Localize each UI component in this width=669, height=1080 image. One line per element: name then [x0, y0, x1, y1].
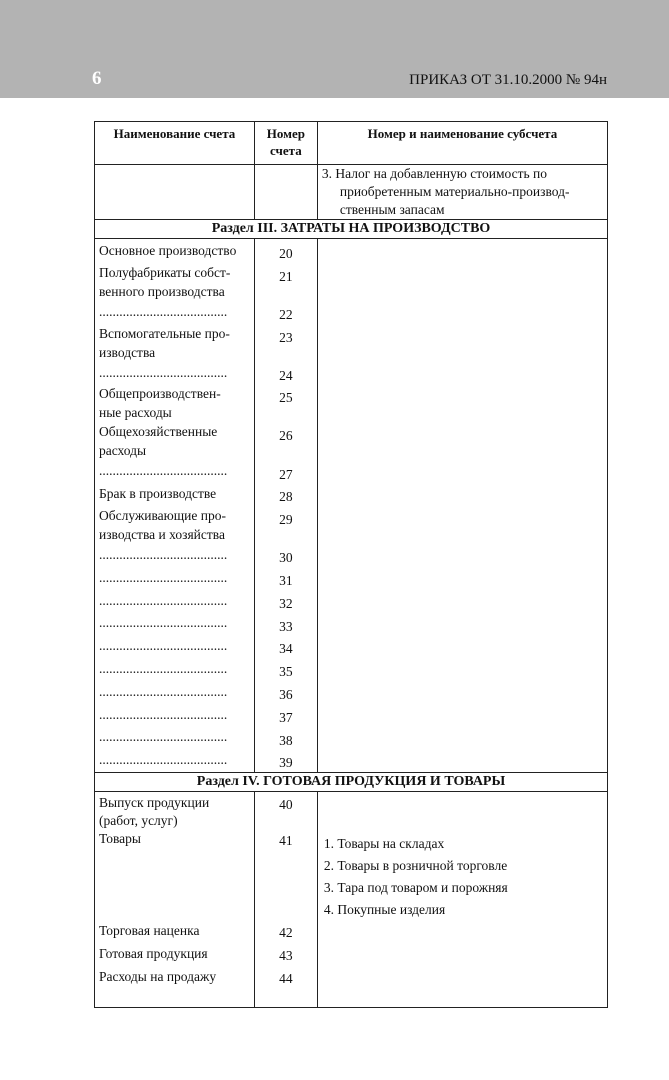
account-name	[99, 460, 250, 483]
account-number-value: 38	[279, 732, 293, 748]
account-name-line: ......................................	[99, 592, 228, 608]
account-number-value: 22	[279, 307, 293, 323]
account-number-value: 25	[279, 390, 293, 406]
account-name-line: изводства	[99, 344, 156, 360]
carryover-row	[95, 164, 608, 219]
account-number-value: 34	[279, 641, 293, 657]
account-number	[259, 658, 313, 681]
account-name: Выпуск продукции (работ, услуг)	[95, 792, 255, 831]
account-name	[99, 240, 250, 263]
account-name	[99, 567, 250, 590]
subaccount-item: 4. Покупные изделия	[323, 901, 446, 917]
running-title: ПРИКАЗ ОТ 31.10.2000 № 94н	[409, 72, 607, 88]
account-name: Товары	[95, 830, 255, 918]
section-heading-row	[95, 772, 608, 791]
column-header-account-number: Номер счета	[254, 122, 317, 165]
account-number	[259, 460, 313, 483]
account-name-line: Общехозяйственные	[99, 424, 218, 440]
account-number-value: 39	[279, 755, 293, 771]
account-name-line: расходы	[99, 443, 147, 459]
account-name-line: ......................................	[99, 463, 228, 479]
account-name	[99, 506, 250, 544]
account-name	[99, 324, 250, 362]
account-number-value: 35	[279, 664, 293, 680]
carryover-subaccount: 3. Налог на добавленную стоимость по приобретенным материально-производ- ственным запасам	[317, 164, 607, 219]
account-number-value: 27	[279, 466, 293, 482]
account-name-line: венного производства	[99, 283, 225, 299]
account-number-value: 20	[279, 246, 293, 262]
account-number	[259, 544, 313, 567]
account-name	[99, 612, 250, 635]
account-name-line: Обслуживающие про-	[99, 507, 226, 523]
chart-of-accounts-table	[94, 121, 608, 1008]
account-name-line: ......................................	[99, 706, 228, 722]
section-heading-row	[95, 219, 608, 238]
account-number	[259, 635, 313, 658]
section-4-rest	[95, 918, 608, 1007]
account-number-value: 29	[279, 511, 293, 527]
account-name	[99, 544, 250, 567]
account-number	[259, 301, 313, 324]
account-number-value: 23	[279, 329, 293, 345]
page-number: 6	[92, 68, 102, 89]
column-header-account-name: Наименование счета	[95, 122, 255, 165]
table-row	[95, 830, 608, 918]
account-name-line: ......................................	[99, 752, 228, 768]
account-name-line: ные расходы	[99, 405, 172, 421]
header-band	[0, 0, 669, 98]
account-number-value: 37	[279, 709, 293, 725]
account-name-line: Вспомогательные про-	[99, 325, 230, 341]
subaccount-item: 2. Товары в розничной торговле	[323, 857, 508, 873]
account-number: 40	[254, 792, 317, 831]
account-name	[99, 726, 250, 749]
account-number-value: 21	[279, 268, 293, 284]
account-name-line: Брак в производстве	[99, 486, 217, 502]
account-name-line: Общепроизводствен-	[99, 386, 221, 402]
account-number	[259, 726, 313, 749]
account-name-line: Полуфабрикаты собст-	[99, 264, 231, 280]
account-name	[99, 590, 250, 613]
account-number-value: 36	[279, 686, 293, 702]
section-3-title: Раздел III. ЗАТРАТЫ НА ПРОИЗВОДСТВО	[95, 219, 608, 238]
account-number	[259, 681, 313, 704]
account-names: Торговая наценка Готовая продукция Расходы на продажу	[95, 918, 255, 1007]
account-name	[99, 749, 250, 772]
account-number: 41	[254, 830, 317, 918]
account-name	[99, 704, 250, 727]
account-number-value: 33	[279, 618, 293, 634]
account-number	[259, 749, 313, 772]
goods-subaccounts	[317, 830, 607, 918]
section-4-title: Раздел IV. ГОТОВАЯ ПРОДУКЦИЯ И ТОВАРЫ	[95, 772, 608, 791]
account-name	[99, 384, 250, 422]
account-name-line: ......................................	[99, 364, 228, 380]
account-number	[259, 362, 313, 385]
account-number-value: 32	[279, 595, 293, 611]
account-number	[259, 612, 313, 635]
account-number-value: 30	[279, 550, 293, 566]
account-number	[259, 506, 313, 544]
account-name	[99, 483, 250, 506]
column-header-subaccount: Номер и наименование субсчета	[317, 122, 607, 165]
table-header-row	[95, 122, 608, 165]
account-number	[259, 590, 313, 613]
account-name	[99, 681, 250, 704]
account-number	[259, 384, 313, 422]
account-numbers: 42 43 44	[254, 918, 317, 1007]
account-name-line: ......................................	[99, 660, 228, 676]
section-3-body	[95, 238, 608, 772]
account-name-line: Основное производство	[99, 242, 237, 258]
account-name-line: ......................................	[99, 638, 228, 654]
account-name	[99, 301, 250, 324]
subaccount-item: 3. Тара под товаром и порожняя	[323, 879, 508, 895]
account-number	[259, 240, 313, 263]
account-name-line: ......................................	[99, 615, 228, 631]
table-row	[95, 792, 608, 831]
account-number	[259, 422, 313, 460]
account-number-value: 31	[279, 573, 293, 588]
account-number-value: 24	[279, 367, 293, 383]
account-number	[259, 704, 313, 727]
account-number	[259, 483, 313, 506]
account-name	[99, 635, 250, 658]
account-number-value: 28	[279, 489, 293, 505]
section-3-names	[95, 238, 255, 772]
account-name	[99, 263, 250, 301]
account-number	[259, 324, 313, 362]
account-number	[259, 263, 313, 301]
account-name-line: ......................................	[99, 729, 228, 745]
account-number-value: 26	[279, 428, 293, 444]
subaccount-item: 1. Товары на складах	[323, 835, 445, 851]
account-name-line: ......................................	[99, 569, 228, 585]
account-name-line: ......................................	[99, 683, 228, 699]
account-number	[259, 567, 313, 590]
account-name	[99, 658, 250, 681]
account-name	[99, 362, 250, 385]
account-name	[99, 422, 250, 460]
account-name-line: ......................................	[99, 546, 228, 562]
section-3-numbers	[254, 238, 317, 772]
account-name-line: изводства и хозяйства	[99, 526, 225, 542]
account-name-line: ......................................	[99, 303, 228, 319]
